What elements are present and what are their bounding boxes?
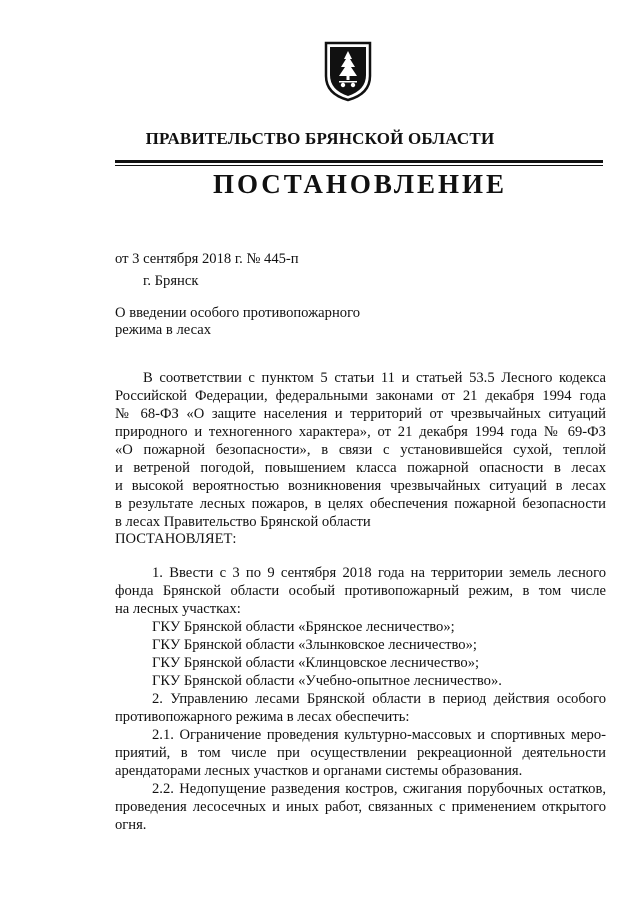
- forestry-item: ГКУ Брянской области «Учебно-опытное лесничество».: [152, 673, 502, 689]
- subject-line: О введении особого противопожарного: [115, 305, 360, 321]
- item-2-1-line: арендаторами лесных участков и органами системы образования.: [115, 763, 523, 779]
- preamble-line: в лесах Правительство Брянской области: [115, 514, 371, 530]
- preamble-line: № 68-ФЗ «О защите населения и территорий от чрезвычайных ситуаций: [115, 406, 606, 422]
- decree-word: ПОСТАНОВЛЯЕТ:: [115, 531, 237, 547]
- item-1-line: 1. Ввести с 3 по 9 сентября 2018 года на территории земель лесного: [152, 565, 606, 581]
- header-rule-thin: [115, 165, 603, 166]
- preamble-line: В соответствии с пунктом 5 статьи 11 и статьей 53.5 Лесного кодекса: [143, 370, 606, 386]
- preamble-line: Российской Федерации, федеральными законами от 21 декабря 1994 года: [115, 388, 606, 404]
- forestry-item: ГКУ Брянской области «Клинцовское лесничество»;: [152, 655, 480, 671]
- bryansk-coat-of-arms-icon: [322, 40, 374, 102]
- forestry-item: ГКУ Брянской области «Злынковское лесничество»;: [152, 637, 477, 653]
- preamble-line: в результате лесных пожаров, в целях обеспечения пожарной безопасности: [115, 496, 606, 512]
- preamble-line: «О пожарной безопасности», в связи с установившейся сухой, теплой: [115, 442, 606, 458]
- item-2-line: противопожарного режима в лесах обеспечить:: [115, 709, 410, 725]
- issuing-authority: ПРАВИТЕЛЬСТВО БРЯНСКОЙ ОБЛАСТИ: [145, 129, 495, 148]
- header-rule-thick: [115, 160, 603, 163]
- item-2-2-line: огня.: [115, 817, 147, 833]
- item-2-2-line: 2.2. Недопущение разведения костров, сжигания порубочных остатков,: [152, 781, 606, 797]
- item-2-1-line: приятий, в том числе при осуществлении рекреационной деятельности: [115, 745, 606, 761]
- preamble-line: и высокой вероятностью возникновения чрезвычайных ситуаций в лесах: [115, 478, 606, 494]
- forestry-item: ГКУ Брянской области «Брянское лесничество»;: [152, 619, 455, 635]
- city: г. Брянск: [143, 273, 199, 289]
- subject-line: режима в лесах: [115, 322, 212, 338]
- document-type: ПОСТАНОВЛЕНИЕ: [212, 169, 508, 199]
- item-2-2-line: проведения лесосечных и иных работ, связанных с применением открытого: [115, 799, 606, 815]
- item-2-1-line: 2.1. Ограничение проведения культурно-массовых и спортивных меро-: [152, 727, 606, 743]
- item-1-line: фонда Брянской области особый противопожарный режим, в том числе: [115, 583, 606, 599]
- item-1-line: на лесных участках:: [115, 601, 241, 617]
- preamble-line: и ветреной погодой, повышением класса пожарной опасности в лесах: [115, 460, 606, 476]
- date-and-number: от 3 сентября 2018 г. № 445-п: [115, 251, 299, 267]
- item-2-line: 2. Управлению лесами Брянской области в период действия особого: [152, 691, 606, 707]
- subject-title: [115, 305, 360, 339]
- preamble-line: природного и техногенного характера», от 21 декабря 1994 года № 69-ФЗ: [115, 424, 606, 440]
